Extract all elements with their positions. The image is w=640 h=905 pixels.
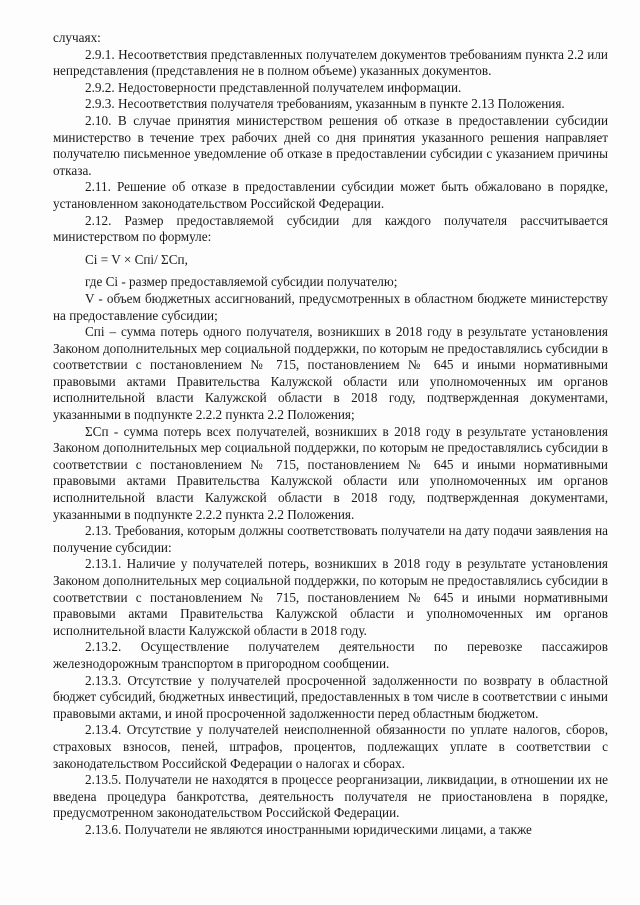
paragraph-2-9-1: 2.9.1. Несоответствия представленных получателем документов требованиям пункта 2.2 или непредставления (представления не в полном объеме) указанных документов. xyxy=(53,46,608,79)
paragraph-2-13-5: 2.13.5. Получатели не находятся в процессе реорганизации, ликвидации, в отношении их не введена процедура банкротства, деятельность получателя не приостановлена в порядке, предусмотренном законодательством Российской Федерации. xyxy=(53,772,608,821)
paragraph-2-10: 2.10. В случае принятия министерством решения об отказе в предоставлении субсидии министерство в течение трех рабочих дней со дня принятия указанного решения направляет получателю письменное уведомление об отказе в предоставлении субсидии с указанием причины отказа. xyxy=(53,112,608,178)
paragraph-2-12: 2.12. Размер предоставляемой субсидии для каждого получателя рассчитывается министерством по формуле: xyxy=(53,212,608,245)
paragraph-2-11: 2.11. Решение об отказе в предоставлении субсидии может быть обжаловано в порядке, установленном законодательством Российской Федерации. xyxy=(53,179,608,211)
paragraph-intro: случаях: xyxy=(53,30,101,45)
paragraph-2-13: 2.13. Требования, которым должны соответствовать получатели на дату подачи заявления на получение субсидии: xyxy=(53,523,608,555)
paragraph-v-definition: V - объем бюджетных ассигнований, предусмотренных в областном бюджете министерству на предоставление субсидии; xyxy=(53,290,608,323)
paragraph-2-9-2: 2.9.2. Недостоверности представленной получателем информации. xyxy=(85,79,462,95)
paragraph-2-13-3: 2.13.3. Отсутствие у получателей просроченной задолженности по возврату в областной бюджет субсидий, бюджетных инвестиций, предоставленных в том числе в соответствии с иными правовыми актами, и иной просроченной задолженности перед областным бюджетом. xyxy=(53,672,608,721)
paragraph-2-9-3: 2.9.3. Несоответствия получателя требованиям, указанным в пункте 2.13 Положения. xyxy=(85,96,565,112)
document-body xyxy=(53,30,608,839)
paragraph-2-13-1: 2.13.1. Наличие у получателей потерь, возникших в 2018 году в результате установления Законом дополнительных мер социальной поддержки, по которым не предоставлялись субсидии в соответствии с постановлением № 715, постановлением № 645 и иными нормативными правовыми актами Правительства Калужской области и уполномоченных им органов исполнительной власти Калужской области в 2018 году. xyxy=(53,556,608,638)
paragraph-ci-definition: где Ci - размер предоставляемой субсидии получателю; xyxy=(85,274,398,290)
paragraph-sum-cp-definition: ΣCп - сумма потерь всех получателей, возникших в 2018 году в результате установления Законом дополнительных мер социальной поддержки, по которым не предоставлялись субсидии в соответствии с постановлением № 715, постановлением № 645 и иными нормативными правовыми актами Правительства Калужской области или уполномоченных им органов исполнительной власти Калужской области в 2018 году, подтвержденная документами, указанными в подпункте 2.2.2 пункта 2.2 Положения. xyxy=(53,423,608,522)
paragraph-2-13-4: 2.13.4. Отсутствие у получателей неисполненной обязанности по уплате налогов, сборов, страховых взносов, пеней, штрафов, процентов, подлежащих уплате в соответствии с законодательством Российской Федерации о налогах и сборах. xyxy=(53,722,608,771)
paragraph-2-13-2: 2.13.2. Осуществление получателем деятельности по перевозке пассажиров железнодорожным транспортом в пригородном сообщении. xyxy=(53,639,608,671)
paragraph-cpi-definition: Cпi – сумма потерь одного получателя, возникших в 2018 году в результате установления Законом дополнительных мер социальной поддержки, по которым не предоставлялись субсидии в соответствии с постановлением № 715, постановлением № 645 и иными нормативными правовыми актами Правительства Калужской области или уполномоченных им органов исполнительной власти Калужской области в 2018 году, подтвержденная документами, указанными в подпункте 2.2.2 пункта 2.2 Положения; xyxy=(53,324,608,423)
paragraph-2-13-6: 2.13.6. Получатели не являются иностранными юридическими лицами, а также xyxy=(85,821,532,837)
formula: Ci = V × Cпi/ ΣCп, xyxy=(85,251,188,267)
